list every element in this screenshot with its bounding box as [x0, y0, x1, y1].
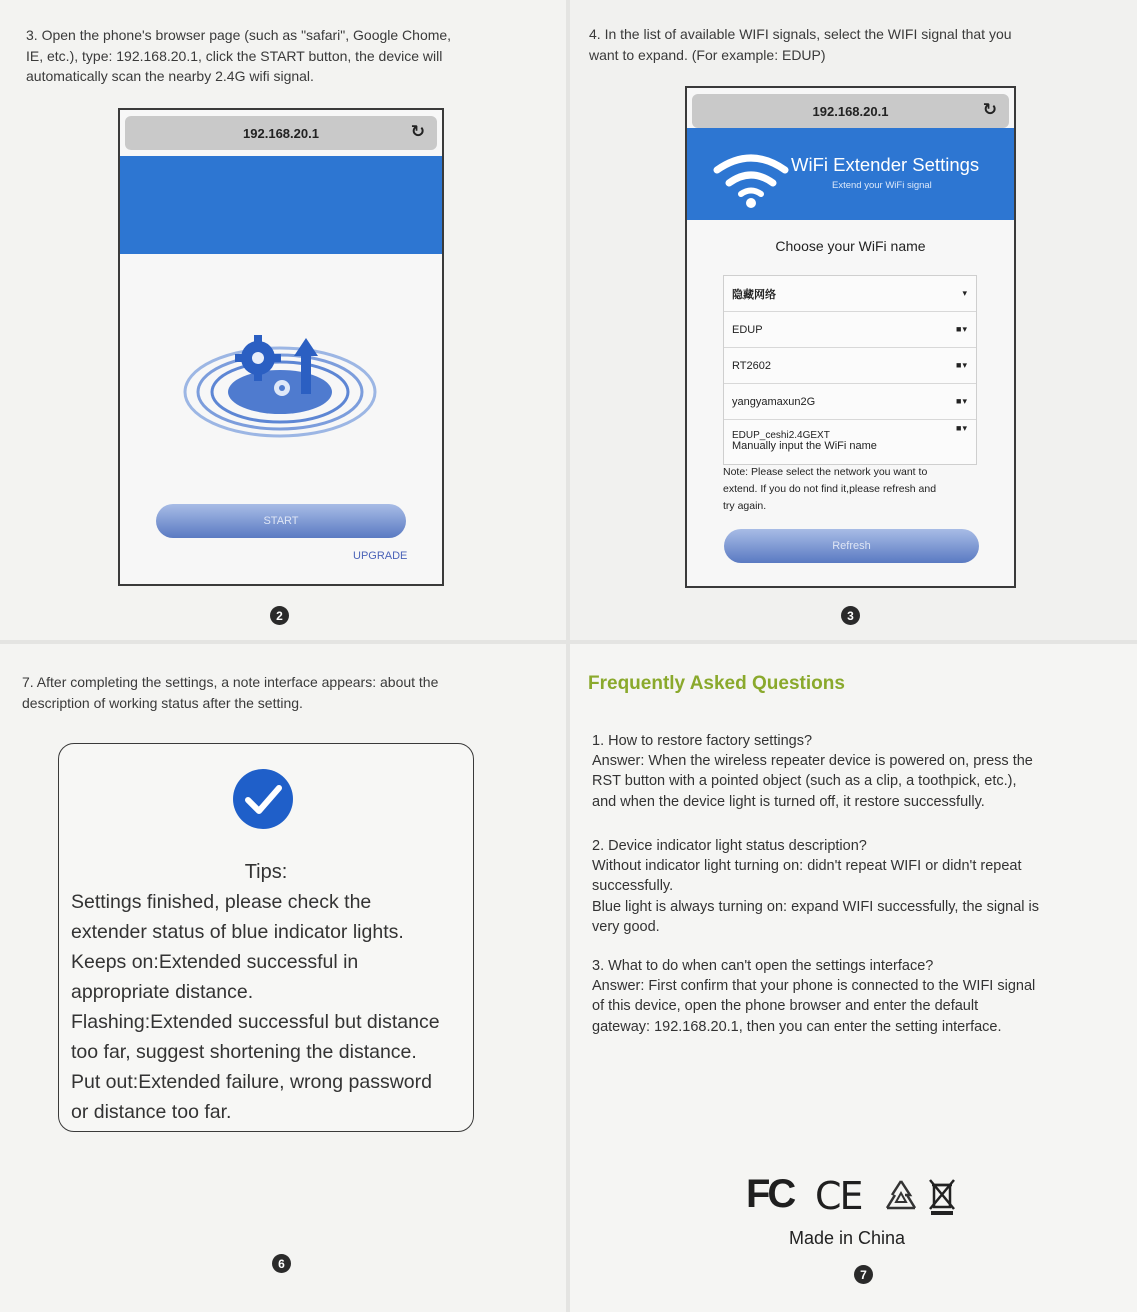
- wifi-row[interactable]: [724, 384, 976, 420]
- faq-question: 2. Device indicator light status description?: [592, 838, 867, 854]
- refresh-button[interactable]: [724, 529, 979, 563]
- tips-title: Tips:: [244, 861, 288, 883]
- wifi-name: EDUP: [732, 323, 763, 336]
- wifi-name: 隐藏网络: [732, 288, 776, 301]
- lock-signal-icon: ■▾: [956, 396, 968, 406]
- header-title: WiFi Extender Settings: [791, 154, 980, 175]
- phone-wifi-list-screen: [685, 86, 1016, 588]
- wifi-name: EDUP_ceshi2.4GEXT: [732, 430, 830, 441]
- header-subtitle: Extend your WiFi signal: [832, 180, 932, 191]
- note-line: try again.: [723, 500, 767, 512]
- wifi-network-list: [723, 275, 977, 465]
- step4-instructions: [589, 24, 1012, 65]
- wifi-icon: [713, 152, 789, 208]
- tips-body: [71, 887, 440, 1127]
- note-line: Note: Please select the network you want to: [723, 466, 928, 478]
- tips-dialog: [58, 743, 474, 1132]
- step3-line: IE, etc.), type: 192.168.20.1, click the START button, the device will: [26, 47, 443, 64]
- wifi-extender-header: [687, 128, 1014, 220]
- fcc-mark: FC: [746, 1172, 794, 1216]
- refresh-note: [723, 464, 936, 515]
- faq-answer-line: of this device, open the phone browser and enter the default: [592, 998, 979, 1015]
- step4-line: want to expand. (For example: EDUP): [589, 46, 826, 63]
- made-in-china: Made in China: [789, 1228, 906, 1248]
- page-step-3: [0, 0, 566, 640]
- url-bar[interactable]: [692, 94, 1009, 128]
- faq-question: 1. How to restore factory settings?: [592, 733, 813, 749]
- tips-line: Put out:Extended failure, wrong password: [71, 1071, 432, 1093]
- tips-line: or distance too far.: [71, 1101, 232, 1123]
- tips-line: too far, suggest shortening the distance.: [71, 1041, 417, 1063]
- page-number: 7: [854, 1265, 873, 1284]
- step3-line: automatically scan the nearby 2.4G wifi signal.: [26, 68, 314, 84]
- wifi-row[interactable]: [724, 276, 976, 312]
- faq-item-1: [592, 731, 1112, 812]
- start-button[interactable]: [156, 504, 406, 538]
- page-number: 6: [272, 1254, 291, 1273]
- url-text: 192.168.20.1: [812, 103, 889, 119]
- lock-signal-icon: ■▾: [956, 360, 968, 370]
- wifi-row-partial[interactable]: [724, 420, 976, 441]
- wifi-name: RT2602: [732, 359, 771, 372]
- lock-signal-icon: ■▾: [956, 324, 968, 334]
- page-step-7: [0, 644, 566, 1312]
- faq-answer-line: very good.: [592, 918, 660, 935]
- recycle-icon: [883, 1178, 919, 1214]
- weee-bin-icon: [928, 1177, 956, 1215]
- blue-header-band: [120, 156, 442, 254]
- url-text: 192.168.20.1: [243, 125, 319, 141]
- tips-line: Settings finished, please check the: [71, 891, 372, 913]
- start-button-label: START: [263, 515, 299, 527]
- phone-start-screen: [118, 108, 444, 586]
- faq-answer-line: Without indicator light turning on: didn't repeat WIFI or didn't repeat: [592, 858, 1022, 875]
- faq-answer-line: Blue light is always turning on: expand WIFI successfully, the signal is: [592, 898, 1040, 915]
- ce-mark: CE: [815, 1174, 862, 1218]
- wifi-row[interactable]: [724, 312, 976, 348]
- refresh-button-label: Refresh: [832, 540, 871, 552]
- page-faq: [570, 644, 1137, 1312]
- wifi-signal-icon: ▾: [962, 288, 968, 298]
- tips-line: appropriate distance.: [71, 981, 254, 1003]
- faq-question: 3. What to do when can't open the settings interface?: [592, 958, 934, 974]
- manual-input-wifi-link[interactable]: Manually input the WiFi name: [732, 440, 877, 452]
- faq-answer-line: RST button with a pointed object (such as a clip, a toothpick, etc.),: [592, 773, 1017, 790]
- step4-line: 4. In the list of available WIFI signals, select the WIFI signal that you: [589, 26, 1012, 42]
- tips-line: Keeps on:Extended successful in: [71, 951, 359, 973]
- tips-line: extender status of blue indicator lights.: [71, 921, 404, 943]
- note-line: extend. If you do not find it,please refresh and: [723, 483, 937, 495]
- reload-icon[interactable]: ↻: [982, 100, 997, 119]
- page-step-4: [570, 0, 1137, 640]
- faq-item-2: [592, 836, 1112, 937]
- reload-icon[interactable]: ↻: [410, 122, 425, 141]
- url-bar[interactable]: [125, 116, 437, 150]
- faq-answer-line: Answer: First confirm that your phone is connected to the WIFI signal: [592, 978, 1036, 995]
- faq-item-3: [592, 956, 1112, 1037]
- step7-instructions: [22, 672, 438, 713]
- faq-answer-line: successfully.: [592, 878, 674, 895]
- step7-line: 7. After completing the settings, a note interface appears: about the: [22, 674, 439, 690]
- choose-wifi-label: Choose your WiFi name: [775, 238, 926, 254]
- tips-line: Flashing:Extended successful but distance: [71, 1011, 440, 1033]
- page-number: 2: [270, 606, 289, 625]
- step3-line: 3. Open the phone's browser page (such as "safari", Google Chome,: [26, 27, 452, 43]
- checkmark-icon: [233, 769, 293, 829]
- faq-title: Frequently Asked Questions: [588, 673, 845, 694]
- wifi-name: yangyamaxun2G: [732, 395, 816, 408]
- lock-signal-icon: ■▾: [956, 423, 968, 433]
- wifi-row[interactable]: [724, 348, 976, 384]
- faq-answer-line: Answer: When the wireless repeater device is powered on, press the: [592, 753, 1033, 770]
- faq-answer-line: gateway: 192.168.20.1, then you can enter the setting interface.: [592, 1018, 1002, 1035]
- upgrade-link[interactable]: UPGRADE: [353, 550, 408, 562]
- page-number: 3: [841, 606, 860, 625]
- faq-answer-line: and when the device light is turned off, it restore successfully.: [592, 793, 985, 810]
- step3-instructions: [26, 25, 451, 87]
- scan-gear-illustration-icon: [182, 328, 378, 440]
- step7-line: description of working status after the setting.: [22, 694, 303, 711]
